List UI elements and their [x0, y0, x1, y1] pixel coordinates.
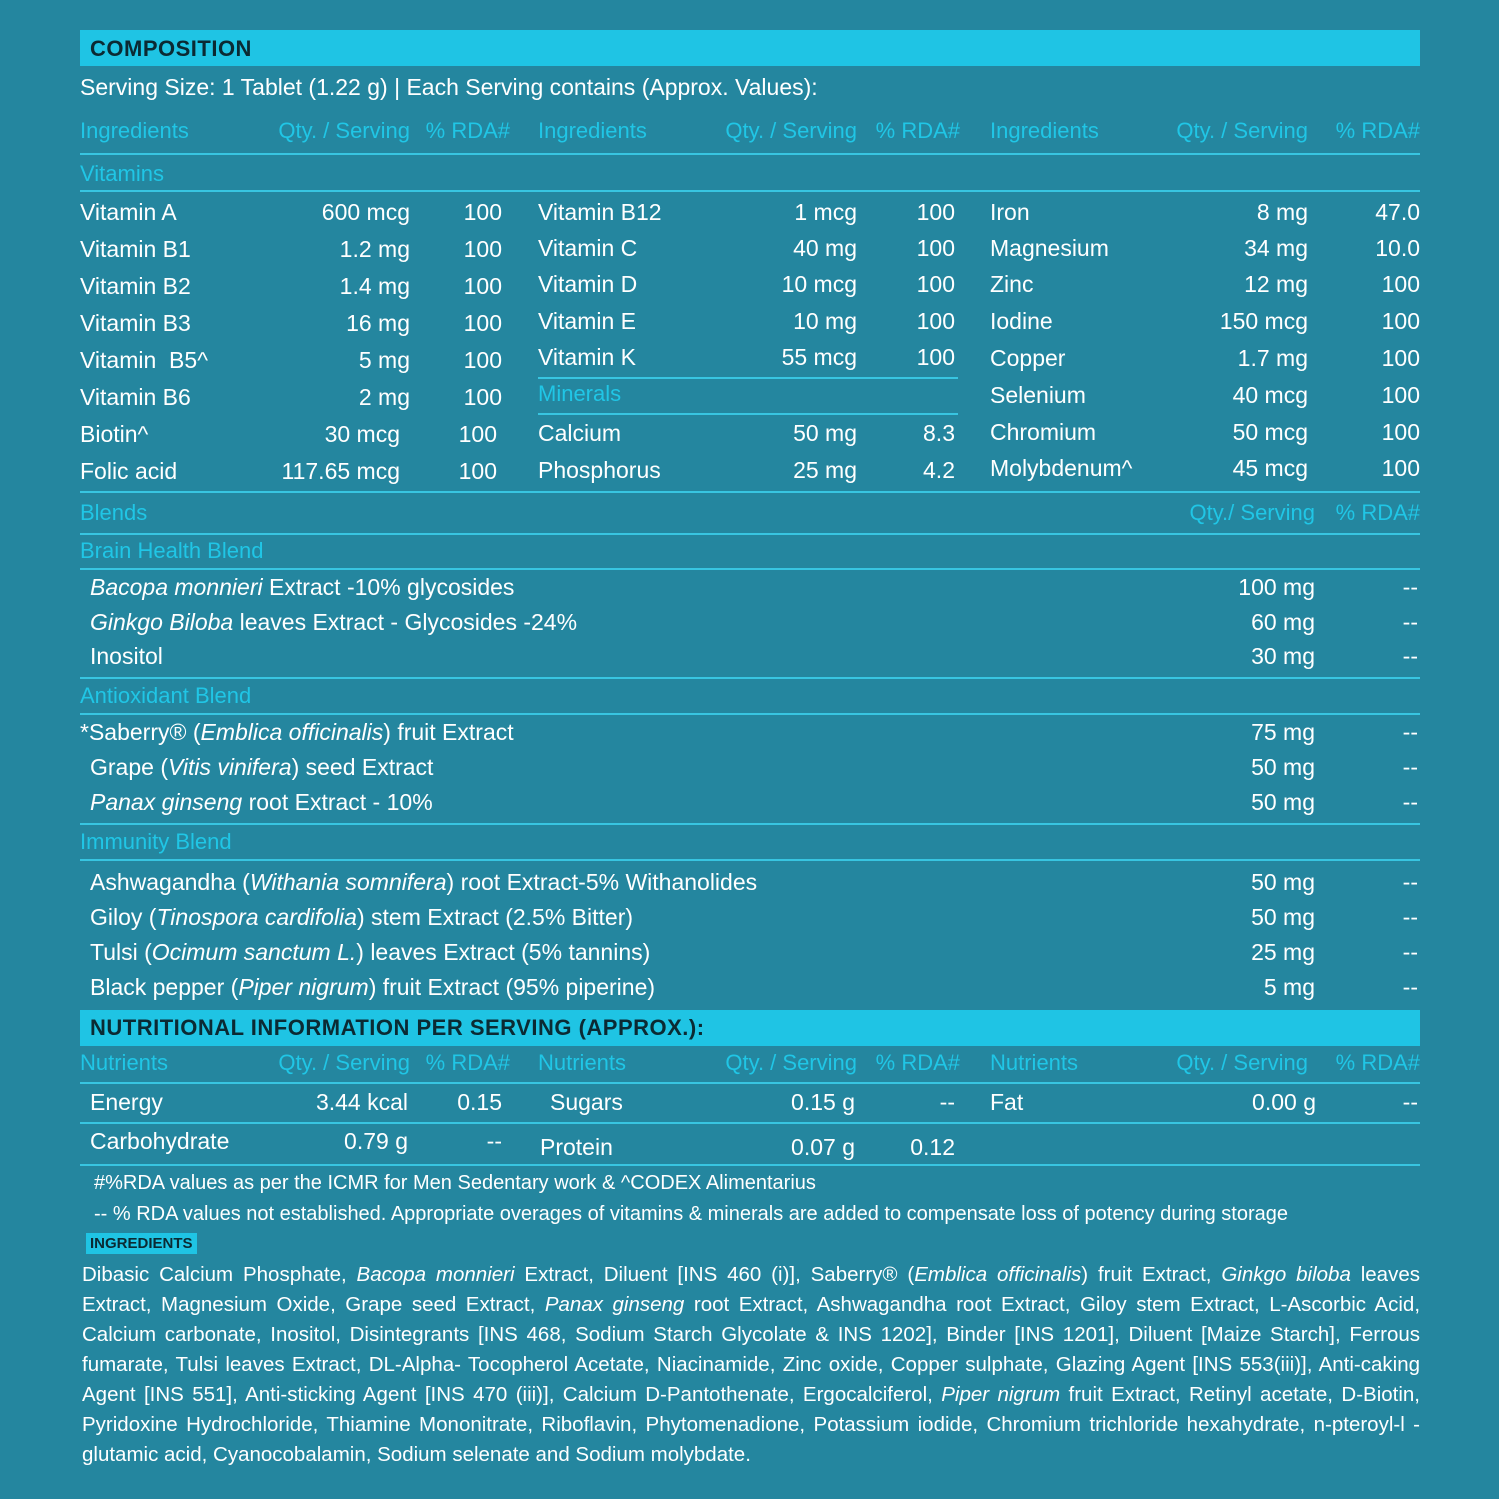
ingredient-name: Zinc [990, 271, 1034, 297]
ingredient-qty: 25 mg [793, 457, 857, 483]
ingredient-rda: 100 [463, 347, 502, 373]
immunity-blend-label: Immunity Blend [80, 829, 232, 854]
blend-item: Black pepper (Piper nigrum) fruit Extract (95% piperine) [90, 974, 656, 1000]
blends-qty-header: Qty./ Serving [1189, 500, 1315, 525]
divider [80, 1082, 1420, 1084]
ingredient-name: Vitamin A [80, 199, 177, 225]
header-rda-1: % RDA# [425, 118, 510, 143]
header-qty-1: Qty. / Serving [278, 118, 410, 143]
ingredient-name: Vitamin B3 [80, 310, 191, 336]
blend-rda: -- [1402, 574, 1418, 600]
ingredient-rda: 100 [458, 421, 497, 447]
ingredient-qty: 150 mcg [1219, 308, 1308, 334]
nutrient-name: Sugars [550, 1089, 623, 1115]
ingredient-qty: 1.2 mg [339, 236, 410, 262]
divider [80, 190, 1420, 192]
ingredient-name: Iron [990, 199, 1030, 225]
ingredient-qty: 2 mg [358, 384, 410, 410]
ingredient-name: Phosphorus [538, 457, 661, 483]
ingredient-qty: 10 mcg [781, 271, 857, 297]
ingredient-rda: 100 [916, 344, 955, 370]
divider [80, 859, 1420, 861]
blend-item: Bacopa monnieri Extract -10% glycosides [90, 574, 515, 600]
ingredient-qty: 600 mcg [321, 199, 410, 225]
nutrient-qty: 0.15 g [791, 1089, 855, 1115]
blend-item: Ginkgo Biloba leaves Extract - Glycosides -24% [90, 609, 578, 635]
divider [80, 533, 1420, 535]
ingredient-name: Magnesium [990, 235, 1109, 261]
ingredients-list: Dibasic Calcium Phosphate, Bacopa monnieri Extract, Diluent [INS 460 (i)], Saberry® (Emblica officinalis) fruit Extract, Ginkgo biloba leaves Extract, Magnesium Oxide, Grape seed Extract, Panax ginseng root Extract, Ashwagandha root Extract, Giloy stem Extract, L-Ascorbic Acid, Calcium carbonate, Inositol, Disintegrants [INS 468, Sodium Starch Glycolate & INS 1202], Binder [INS 1201], Diluent [Maize Starch], Ferrous fumarate, Tulsi leaves Extract, DL-Alpha- Tocopherol Acetate, Niacinamide, Zinc oxide, Copper sulphate, Glazing Agent [INS 553(iii)], Anti-caking Agent [INS 551], Anti-sticking Agent [INS 470 (iii)], Calcium D-Pantothenate, Ergocalciferol, Piper nigrum fruit Extract, Retinyl acetate, D-Biotin, Pyridoxine Hydrochloride, Thiamine Mononitrate, Riboflavin, Phytomenadione, Potassium iodide, Chromium trichloride hexahydrate, n-pteroyl-l -glutamic acid, Cyanocobalamin, Sodium selenate and Sodium molybdate. [82, 1263, 1421, 1466]
blend-item: Panax ginseng root Extract - 10% [90, 789, 433, 815]
nutrient-rda: -- [486, 1128, 502, 1154]
ingredient-rda: 100 [463, 310, 502, 336]
ingredient-name: Vitamin D [538, 271, 638, 297]
header-qty-2: Qty. / Serving [725, 118, 857, 143]
divider [80, 153, 1420, 155]
antioxidant-blend-label: Antioxidant Blend [80, 683, 252, 708]
blend-item: Grape (Vitis vinifera) seed Extract [90, 754, 434, 780]
blend-qty: 50 mg [1251, 754, 1315, 780]
ingredient-qty: 10 mg [793, 308, 857, 334]
ingredient-rda: 100 [1381, 419, 1420, 445]
ingredient-rda: 100 [463, 236, 502, 262]
nutrient-rda: -- [1402, 1089, 1418, 1115]
ingredient-name: Vitamin B2 [80, 273, 191, 299]
ingredient-name: Vitamin B12 [538, 199, 662, 225]
blend-rda: -- [1402, 643, 1418, 669]
serving-size: Serving Size: 1 Tablet (1.22 g) | Each Serving contains (Approx. Values): [80, 74, 818, 100]
ingredient-qty: 50 mg [793, 420, 857, 446]
nutrients-rda-header-2: % RDA# [875, 1050, 960, 1075]
blend-rda: -- [1402, 939, 1418, 965]
ingredient-name: Vitamin B6 [80, 384, 191, 410]
nutrient-qty: 0.00 g [1252, 1089, 1316, 1115]
ingredient-qty: 16 mg [346, 310, 410, 336]
blend-qty: 25 mg [1251, 939, 1315, 965]
nutrient-rda: -- [939, 1089, 955, 1115]
blend-rda: -- [1402, 904, 1418, 930]
footnote-rda: #%RDA values as per the ICMR for Men Sedentary work & ^CODEX Alimentarius [94, 1172, 816, 1194]
ingredient-name: Vitamin E [538, 308, 637, 334]
nutrient-qty: 0.07 g [791, 1134, 855, 1160]
nutrient-rda: 0.12 [910, 1134, 955, 1160]
divider [80, 677, 1420, 679]
blend-qty: 100 mg [1238, 574, 1315, 600]
composition-bar [80, 30, 1420, 66]
divider [80, 491, 1420, 493]
divider [80, 713, 1420, 715]
divider [80, 568, 1420, 570]
blend-item: Ashwagandha (Withania somnifera) root Extract-5% Withanolides [90, 869, 758, 895]
ingredient-qty: 40 mg [793, 235, 857, 261]
divider [80, 1164, 1420, 1166]
blends-label: Blends [80, 500, 148, 525]
ingredient-rda: 47.0 [1375, 199, 1420, 225]
blends-rda-header: % RDA# [1335, 500, 1420, 525]
ingredient-rda: 10.0 [1375, 235, 1420, 261]
header-rda-3: % RDA# [1335, 118, 1420, 143]
ingredient-qty: 45 mcg [1232, 455, 1308, 481]
divider [538, 377, 958, 379]
header-ingredients-3: Ingredients [990, 118, 1099, 143]
nutrient-name: Energy [90, 1089, 163, 1115]
ingredient-rda: 100 [1381, 308, 1420, 334]
blend-rda: -- [1402, 754, 1418, 780]
divider [80, 823, 1420, 825]
nutrients-qty-header-3: Qty. / Serving [1176, 1050, 1308, 1075]
ingredient-name: Folic acid [80, 458, 178, 484]
ingredient-rda: 100 [916, 199, 955, 225]
divider [538, 413, 958, 415]
nutrients-qty-header-1: Qty. / Serving [278, 1050, 410, 1075]
ingredient-rda: 100 [1381, 382, 1420, 408]
blend-rda: -- [1402, 974, 1418, 1000]
blend-rda: -- [1402, 789, 1418, 815]
header-rda-2: % RDA# [875, 118, 960, 143]
ingredient-qty: 30 mcg [324, 421, 400, 447]
ingredient-rda: 8.3 [923, 420, 955, 446]
ingredient-rda: 100 [463, 273, 502, 299]
ingredient-rda: 100 [1381, 455, 1420, 481]
ingredient-name: Vitamin K [538, 344, 637, 370]
blend-qty: 50 mg [1251, 869, 1315, 895]
ingredient-qty: 117.65 mcg [281, 458, 400, 484]
ingredient-name: Copper [990, 345, 1066, 371]
nutrients-header-2: Nutrients [538, 1050, 627, 1075]
ingredient-name: Biotin^ [80, 421, 149, 447]
ingredient-qty: 5 mg [358, 347, 410, 373]
footnote-overages: -- % RDA values not established. Appropriate overages of vitamins & minerals are added to compensate loss of potency during storage [94, 1203, 1288, 1225]
nutrition-title: NUTRITIONAL INFORMATION PER SERVING (APPROX.): [90, 1015, 705, 1040]
blend-qty: 5 mg [1263, 974, 1315, 1000]
nutrient-rda: 0.15 [457, 1089, 502, 1115]
header-ingredients-2: Ingredients [538, 118, 647, 143]
nutrient-name: Protein [540, 1134, 613, 1160]
nutrient-name: Carbohydrate [90, 1128, 230, 1154]
ingredient-qty: 34 mg [1244, 235, 1308, 261]
blend-item: Inositol [90, 643, 163, 669]
nutrient-qty: 3.44 kcal [315, 1089, 408, 1115]
composition-title: COMPOSITION [90, 36, 252, 61]
ingredient-name: Chromium [990, 419, 1097, 445]
ingredient-qty: 12 mg [1244, 271, 1308, 297]
ingredient-qty: 55 mcg [781, 344, 857, 370]
blend-rda: -- [1402, 869, 1418, 895]
nutrients-qty-header-2: Qty. / Serving [725, 1050, 857, 1075]
blend-item: Giloy (Tinospora cardifolia) stem Extract (2.5% Bitter) [90, 904, 634, 930]
ingredient-qty: 50 mcg [1232, 419, 1308, 445]
blend-qty: 50 mg [1251, 904, 1315, 930]
nutrient-name: Fat [990, 1089, 1024, 1115]
ingredient-name: Molybdenum^ [990, 455, 1133, 481]
ingredient-rda: 100 [916, 308, 955, 334]
ingredient-name: Selenium [990, 382, 1086, 408]
header-ingredients-1: Ingredients [80, 118, 189, 143]
ingredient-name: Vitamin C [538, 235, 638, 261]
ingredient-rda: 100 [458, 458, 497, 484]
nutrient-qty: 0.79 g [344, 1128, 408, 1154]
nutrients-header-3: Nutrients [990, 1050, 1079, 1075]
nutrients-header-1: Nutrients [80, 1050, 169, 1075]
blend-rda: -- [1402, 719, 1418, 745]
ingredient-rda: 100 [463, 384, 502, 410]
ingredient-rda: 100 [916, 235, 955, 261]
ingredient-qty: 1.7 mg [1237, 345, 1308, 371]
nutrients-rda-header-1: % RDA# [425, 1050, 510, 1075]
ingredient-rda: 100 [463, 199, 502, 225]
header-qty-3: Qty. / Serving [1176, 118, 1308, 143]
ingredient-qty: 40 mcg [1232, 382, 1308, 408]
ingredients-label: INGREDIENTS [86, 1233, 197, 1254]
blend-rda: -- [1402, 609, 1418, 635]
ingredient-name: Calcium [538, 420, 622, 446]
blend-qty: 75 mg [1251, 719, 1315, 745]
ingredient-rda: 100 [1381, 271, 1420, 297]
blend-item: Tulsi (Ocimum sanctum L.) leaves Extract (5% tannins) [90, 939, 651, 965]
ingredient-rda: 100 [916, 271, 955, 297]
blend-qty: 30 mg [1251, 643, 1315, 669]
ingredient-qty: 1 mcg [794, 199, 857, 225]
ingredient-name: Vitamin B5^ [80, 347, 208, 373]
blend-qty: 50 mg [1251, 789, 1315, 815]
divider [80, 1122, 1420, 1124]
ingredient-rda: 100 [1381, 345, 1420, 371]
ingredient-qty: 1.4 mg [339, 273, 410, 299]
ingredient-name: Iodine [990, 308, 1053, 334]
ingredient-name: Vitamin B1 [80, 236, 191, 262]
vitamins-label: Vitamins [80, 161, 164, 186]
blend-item: *Saberry® (Emblica officinalis) fruit Extract [80, 719, 514, 745]
minerals-label: Minerals [538, 381, 622, 406]
ingredient-qty: 8 mg [1256, 199, 1308, 225]
ingredient-rda: 4.2 [923, 457, 955, 483]
nutrients-rda-header-3: % RDA# [1335, 1050, 1420, 1075]
blend-qty: 60 mg [1251, 609, 1315, 635]
brain-blend-label: Brain Health Blend [80, 538, 264, 563]
